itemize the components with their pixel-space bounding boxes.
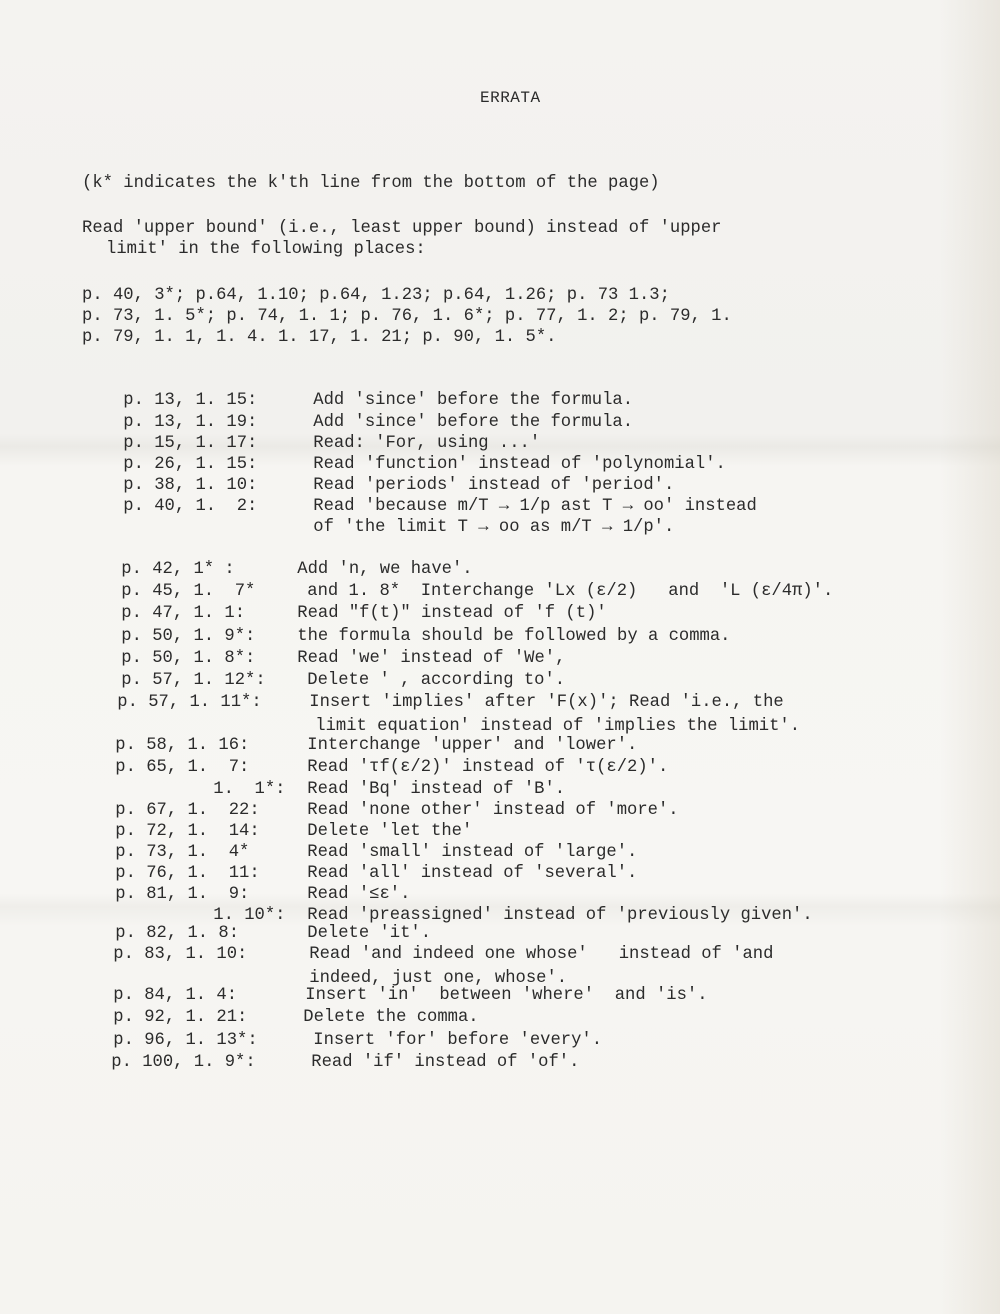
entry-text: indeed, just one, whose'. (309, 969, 568, 988)
entry-text: Read 'and indeed one whose' instead of 'and (309, 945, 774, 964)
entry-text: Read 'if' instead of 'of'. (311, 1053, 580, 1072)
entry-location: p. 57, 1. 12*: (121, 671, 266, 690)
page-title: ERRATA (480, 89, 541, 107)
intro-line-1: Read 'upper bound' (i.e., least upper bound) instead of 'upper (82, 219, 722, 238)
entry-location: p. 73, 1. 4* (115, 843, 250, 862)
entry-text: Read 'preassigned' instead of 'previously given'. (307, 906, 813, 925)
entry-location: p. 38, 1. 10: (123, 476, 258, 495)
entry-text: Insert 'implies' after 'F(x)'; Read 'i.e., the (309, 693, 784, 712)
entry-location: p. 92, 1. 21: (113, 1008, 248, 1027)
entry-location: 1. 10*: (213, 906, 286, 925)
entry-text: Read 'small' instead of 'large'. (307, 843, 638, 862)
entry-text: Delete 'it'. (307, 924, 432, 943)
entry-location: p. 76, 1. 11: (115, 864, 260, 883)
places-line: p. 40, 3*; p.64, 1.10; p.64, 1.23; p.64, 1.26; p. 73 1.3; (82, 286, 670, 305)
entry-location: p. 47, 1. 1: (121, 604, 246, 623)
entry-text: Read 'we' instead of 'We', (297, 649, 566, 668)
entry-location: p. 50, 1. 9*: (121, 627, 256, 646)
entry-text: and 1. 8* Interchange 'Lx (ε/2) and 'L (ε/4π)'. (307, 582, 834, 601)
entry-text: Read: 'For, using ...' (313, 434, 541, 453)
intro-line-2: limit' in the following places: (106, 240, 426, 259)
entry-location: p. 50, 1. 8*: (121, 649, 256, 668)
entry-text: Read 'function' instead of 'polynomial'. (313, 455, 726, 474)
entry-location: p. 13, 1. 19: (123, 413, 258, 432)
entry-location: p. 83, 1. 10: (113, 945, 248, 964)
entry-text: the formula should be followed by a comma. (297, 627, 731, 646)
entry-text: Read 'all' instead of 'several'. (307, 864, 638, 883)
entry-text: Read 'none other' instead of 'more'. (307, 801, 679, 820)
entry-text: Add 'n, we have'. (297, 560, 473, 579)
entry-text: Delete 'let the' (307, 822, 473, 841)
entry-text: Delete the comma. (303, 1008, 479, 1027)
entry-text: Add 'since' before the formula. (313, 413, 634, 432)
entry-text: Read 'Bq' instead of 'B'. (307, 780, 566, 799)
entry-text: Read 'periods' instead of 'period'. (313, 476, 675, 495)
entry-location: p. 13, 1. 15: (123, 391, 258, 410)
entry-location: p. 84, 1. 4: (113, 986, 238, 1005)
entry-location: p. 65, 1. 7: (115, 758, 250, 777)
entry-location: p. 58, 1. 16: (115, 736, 250, 755)
entry-text: Read 'τf(ε/2)' instead of 'τ(ε/2)'. (307, 758, 669, 777)
entry-location: p. 100, 1. 9*: (111, 1053, 256, 1072)
entry-location: p. 26, 1. 15: (123, 455, 258, 474)
places-line: p. 79, 1. 1, 1. 4. 1. 17, 1. 21; p. 90, 1. 5*. (82, 328, 557, 347)
entry-text: Insert 'for' before 'every'. (313, 1031, 603, 1050)
legend-note: (k* indicates the k'th line from the bottom of the page) (82, 174, 660, 193)
entry-location: p. 67, 1. 22: (115, 801, 260, 820)
entry-text: Insert 'in' between 'where' and 'is'. (305, 986, 708, 1005)
entry-text: Interchange 'upper' and 'lower'. (307, 736, 638, 755)
entry-location: p. 45, 1. 7* (121, 582, 256, 601)
entry-text: Read '≤ε'. (307, 885, 411, 904)
entry-text: Read "f(t)" instead of 'f (t)' (297, 604, 607, 623)
entry-location: p. 82, 1. 8: (115, 924, 240, 943)
paper-edge-shadow (940, 0, 1000, 1314)
entry-text: of 'the limit T → oo as m/T → 1/p'. (313, 518, 675, 537)
entry-location: p. 40, 1. 2: (123, 497, 258, 516)
entry-text: Delete ' , according to'. (307, 671, 566, 690)
places-line: p. 73, 1. 5*; p. 74, 1. 1; p. 76, 1. 6*; p. 77, 1. 2; p. 79, 1. (82, 307, 732, 326)
entry-location: 1. 1*: (213, 780, 286, 799)
entry-text: Add 'since' before the formula. (313, 391, 634, 410)
entry-location: p. 57, 1. 11*: (117, 693, 262, 712)
entry-location: p. 42, 1* : (121, 560, 235, 579)
errata-entry (70, 1033, 579, 1093)
entry-location: p. 15, 1. 17: (123, 434, 258, 453)
entry-location: p. 81, 1. 9: (115, 885, 250, 904)
entry-location: p. 96, 1. 13*: (113, 1031, 258, 1050)
entry-text: Read 'because m/T → 1/p ast T → oo' instead (313, 497, 757, 516)
entry-location: p. 72, 1. 14: (115, 822, 260, 841)
entry-text: limit equation' instead of 'implies the limit'. (315, 717, 801, 736)
